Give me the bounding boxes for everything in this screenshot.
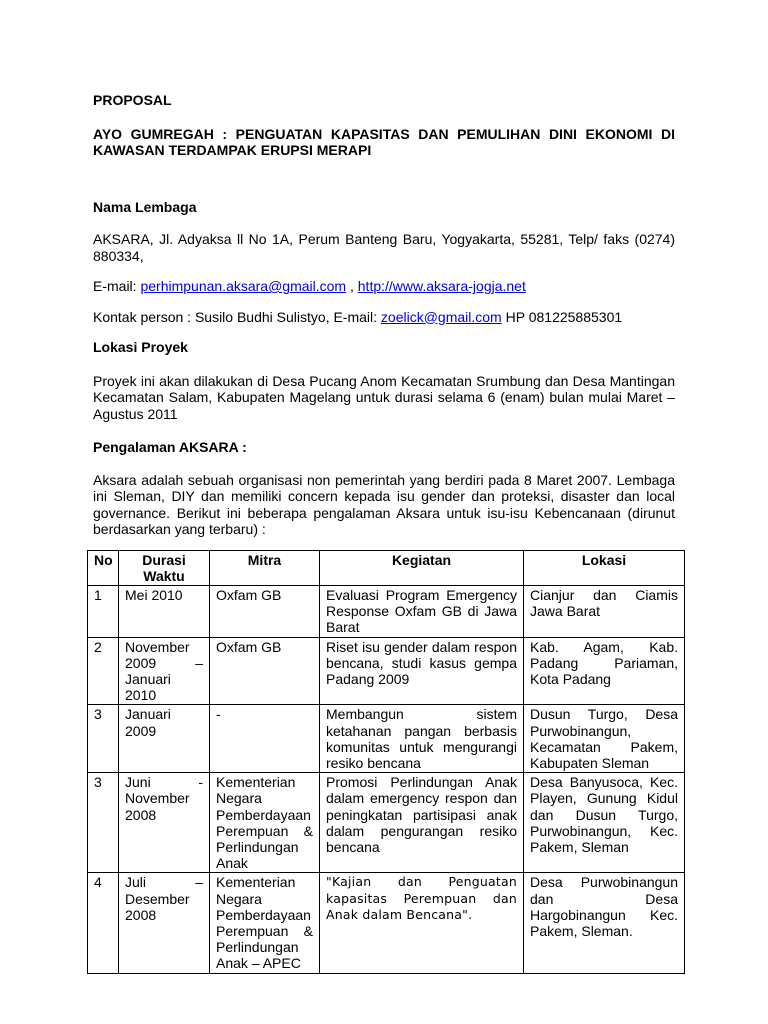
website-link[interactable]: http://www.aksara-jogja.net [357,278,526,294]
cell-durasi: Juni - November 2008 [119,773,210,873]
cell-durasi: Januari 2009 [119,705,210,773]
email-separator: , [346,278,358,294]
email-link[interactable]: perhimpunan.aksara@gmail.com [140,278,347,294]
header-mitra: Mitra [210,550,320,585]
contact-phone: HP 081225885301 [501,308,623,325]
cell-no: 1 [88,585,119,637]
table-row [88,705,685,773]
lokasi-heading: Lokasi Proyek [93,339,188,355]
pengalaman-text: Aksara adalah sebuah organisasi non pemerintah yang berdiri pada 8 Maret 2007. Lembaga ini Sleman, DIY dan memiliki concern kepada isu gender dan proteksi, disaster dan local governance. Berikut ini beberapa pengalaman Aksara untuk isu-isu Kebencanaan (dirunut berdasarkan yang terbaru) : [93,471,675,537]
cell-kegiatan: Evaluasi Program Emergency Response Oxfam GB di Jawa Barat [320,585,524,637]
document-content [93,92,678,974]
doc-heading: PROPOSAL [93,92,172,108]
cell-lokasi: Cianjur dan Ciamis Jawa Barat [524,585,685,637]
table-header-row [88,550,685,585]
header-no: No [88,550,119,585]
doc-title: AYO GUMREGAH : PENGUATAN KAPASITAS DAN PEMULIHAN DINI EKONOMI DI KAWASAN TERDAMPAK ERUPSI MERAPI [93,125,675,158]
pengalaman-heading: Pengalaman AKSARA : [93,439,247,455]
header-kegiatan: Kegiatan [320,550,524,585]
contact-prefix: Kontak person : Susilo Budhi Sulistyo, E-mail: [93,308,381,325]
table-row [88,585,685,637]
cell-lokasi: Desa Banyusoca, Kec. Playen, Gunung Kidul dan Dusun Turgo, Purwobinangun, Kec. Pakem, Sleman [524,773,685,873]
contact-line [93,309,675,326]
header-lokasi: Lokasi [524,550,685,585]
lembaga-address: AKSARA, Jl. Adyaksa ll No 1A, Perum Banteng Baru, Yogyakarta, 55281, Telp/ faks (0274) 880334, [93,231,675,264]
cell-mitra: - [210,705,320,773]
cell-lokasi: Dusun Turgo, Desa Purwobinangun, Kecamatan Pakem, Kabupaten Sleman [524,705,685,773]
experience-table [87,550,685,974]
cell-mitra: Oxfam GB [210,637,320,705]
cell-mitra: Kementerian Negara Pemberdayaan Perempuan & Perlindungan Anak – APEC [210,873,320,973]
table-row [88,873,685,973]
cell-durasi: Mei 2010 [119,585,210,637]
nama-lembaga-heading: Nama Lembaga [93,198,197,215]
table-row [88,637,685,705]
email-label: E-mail: [93,278,141,294]
cell-no: 3 [88,705,119,773]
cell-lokasi: Desa Purwobinangun dan Desa Hargobinangun Kec. Pakem, Sleman. [524,873,685,973]
table-row [88,773,685,873]
email-line [93,278,675,295]
cell-kegiatan: "Kajian dan Penguatan kapasitas Perempuan dan Anak dalam Bencana". [320,873,524,973]
cell-no: 3 [88,773,119,873]
cell-lokasi: Kab. Agam, Kab. Padang Pariaman, Kota Padang [524,637,685,705]
cell-mitra: Kementerian Negara Pemberdayaan Perempuan & Perlindungan Anak [210,773,320,873]
cell-durasi: Juli – Desember 2008 [119,873,210,973]
cell-mitra: Oxfam GB [210,585,320,637]
cell-durasi: November 2009 – Januari 2010 [119,637,210,705]
contact-email-link[interactable]: zoelick@gmail.com [380,308,502,325]
cell-no: 4 [88,873,119,973]
cell-kegiatan: Promosi Perlindungan Anak dalam emergency respon dan peningkatan partisipasi anak dalam pengurangan resiko bencana [320,773,524,873]
lokasi-text: Proyek ini akan dilakukan di Desa Pucang Anom Kecamatan Srumbung dan Desa Mantingan Kecamatan Salam, Kabupaten Magelang untuk durasi selama 6 (enam) bulan mulai Maret – Agustus 2011 [93,372,675,422]
cell-kegiatan: Membangun sistem ketahanan pangan berbasis komunitas untuk mengurangi resiko bencana [320,705,524,773]
cell-kegiatan: Riset isu gender dalam respon bencana, studi kasus gempa Padang 2009 [320,637,524,705]
header-durasi: Durasi Waktu [119,550,210,585]
cell-no: 2 [88,637,119,705]
